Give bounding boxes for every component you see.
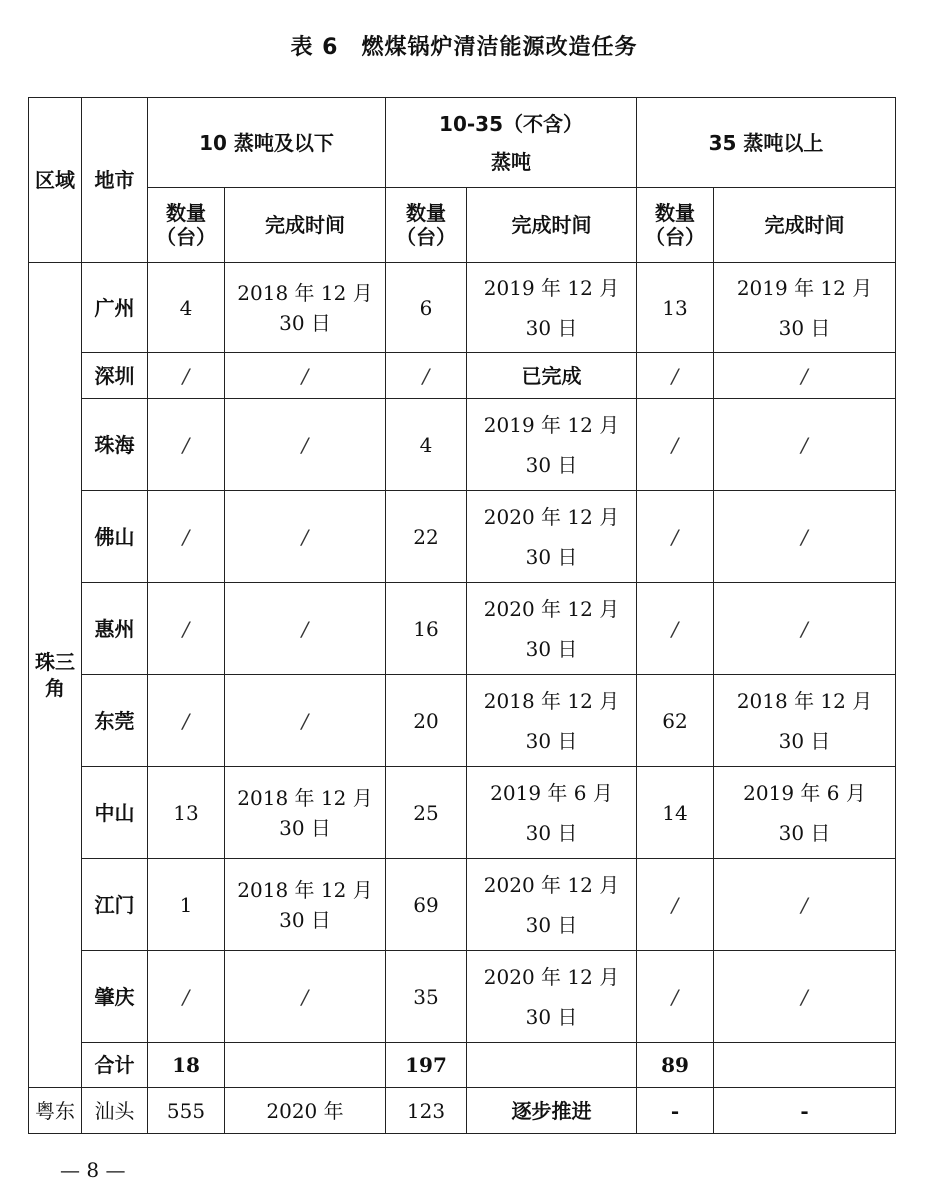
- qty-cell: -: [637, 1088, 714, 1134]
- header-region: 区域: [29, 98, 82, 263]
- time-cell: [467, 399, 637, 491]
- table-row: [29, 263, 896, 353]
- qty-cell: 4: [148, 263, 225, 353]
- time-cell: [225, 859, 386, 951]
- time-line2: 30 日: [525, 728, 578, 753]
- time-line1: 2019 年 6 月: [490, 780, 613, 805]
- total-qty-1: 18: [148, 1043, 225, 1088]
- time-line2: 30 日: [525, 315, 578, 340]
- header-qty-3: [637, 188, 714, 263]
- qty-cell: 35: [386, 951, 467, 1043]
- time-line1: 2019 年 12 月: [736, 275, 873, 300]
- qty-cell: 4: [386, 399, 467, 491]
- qty-cell: /: [637, 353, 714, 399]
- table-row: [29, 399, 896, 491]
- header-time-3: 完成时间: [714, 188, 896, 263]
- qty-cell: 13: [148, 767, 225, 859]
- time-cell: /: [714, 491, 896, 583]
- time-cell: [467, 263, 637, 353]
- time-cell: [714, 675, 896, 767]
- time-cell: /: [225, 675, 386, 767]
- region-prd: [29, 263, 82, 1088]
- qty-cell: /: [637, 859, 714, 951]
- header-group-10-35-line1: 10-35（不含）: [439, 111, 583, 136]
- header-qty-2-line2: （台）: [396, 225, 457, 249]
- time-line2: 30 日: [525, 636, 578, 661]
- qty-cell: 13: [637, 263, 714, 353]
- header-city: 地市: [82, 98, 148, 263]
- header-qty-2-line1: 数量: [406, 201, 447, 225]
- city-cell: 广州: [82, 263, 148, 353]
- city-cell: 惠州: [82, 583, 148, 675]
- city-cell: 中山: [82, 767, 148, 859]
- time-cell: [467, 951, 637, 1043]
- header-time-2: 完成时间: [467, 188, 637, 263]
- time-line1: 2019 年 12 月: [483, 275, 620, 300]
- time-cell: 已完成: [467, 353, 637, 399]
- boiler-task-table: [28, 97, 896, 1134]
- time-cell: [225, 263, 386, 353]
- time-cell: /: [714, 353, 896, 399]
- total-time-2: [467, 1043, 637, 1088]
- time-cell: [467, 767, 637, 859]
- time-cell: /: [225, 951, 386, 1043]
- header-time-1: 完成时间: [225, 188, 386, 263]
- header-qty-3-line1: 数量: [655, 201, 696, 225]
- city-cell: 江门: [82, 859, 148, 951]
- time-line1: 2020 年 12 月: [483, 964, 620, 989]
- city-cell: 珠海: [82, 399, 148, 491]
- time-line2: 30 日: [778, 820, 831, 845]
- page-number: — 8 —: [60, 1158, 126, 1182]
- city-cell: 深圳: [82, 353, 148, 399]
- total-time-3: [714, 1043, 896, 1088]
- table-row: [29, 1088, 896, 1134]
- time-line1: 2019 年 6 月: [743, 780, 866, 805]
- header-group-10-35-line2: 蒸吨: [491, 149, 532, 174]
- time-line1: 2020 年 12 月: [483, 504, 620, 529]
- time-cell: /: [714, 951, 896, 1043]
- time-cell: /: [714, 859, 896, 951]
- time-line1: 2019 年 12 月: [483, 412, 620, 437]
- time-cell: [467, 675, 637, 767]
- qty-cell: 16: [386, 583, 467, 675]
- time-line2: 30 日: [778, 728, 831, 753]
- table-row: [29, 583, 896, 675]
- time-cell: [467, 491, 637, 583]
- header-group-10-below: 10 蒸吨及以下: [148, 98, 386, 188]
- total-qty-2: 197: [386, 1043, 467, 1088]
- qty-cell: 6: [386, 263, 467, 353]
- time-cell: /: [714, 399, 896, 491]
- qty-cell: 14: [637, 767, 714, 859]
- time-cell: /: [225, 399, 386, 491]
- time-line2: 30 日: [778, 315, 831, 340]
- header-group-10-35: [386, 98, 637, 188]
- qty-cell: 555: [148, 1088, 225, 1134]
- header-qty-1: [148, 188, 225, 263]
- qty-cell: 123: [386, 1088, 467, 1134]
- time-cell: /: [225, 583, 386, 675]
- city-cell: 佛山: [82, 491, 148, 583]
- qty-cell: /: [148, 399, 225, 491]
- qty-cell: /: [148, 583, 225, 675]
- time-line2: 30 日: [525, 452, 578, 477]
- time-line2: 30 日: [525, 820, 578, 845]
- time-cell: /: [225, 353, 386, 399]
- time-line1: 2020 年 12 月: [483, 596, 620, 621]
- table-title: 表 6 燃煤锅炉清洁能源改造任务: [290, 35, 638, 60]
- qty-cell: /: [148, 675, 225, 767]
- qty-cell: /: [637, 491, 714, 583]
- qty-cell: 62: [637, 675, 714, 767]
- qty-cell: /: [148, 491, 225, 583]
- time-line2: 30 日: [279, 907, 331, 932]
- table-row: [29, 491, 896, 583]
- time-cell: 逐步推进: [467, 1088, 637, 1134]
- qty-cell: /: [637, 399, 714, 491]
- qty-cell: /: [637, 583, 714, 675]
- header-qty-2: [386, 188, 467, 263]
- qty-cell: 25: [386, 767, 467, 859]
- qty-cell: 20: [386, 675, 467, 767]
- header-group-35-above: 35 蒸吨以上: [637, 98, 896, 188]
- time-cell: 2020 年: [225, 1088, 386, 1134]
- qty-cell: /: [148, 951, 225, 1043]
- table-row: [29, 767, 896, 859]
- time-cell: [714, 767, 896, 859]
- qty-cell: /: [637, 951, 714, 1043]
- time-cell: -: [714, 1088, 896, 1134]
- time-line2: 30 日: [525, 544, 578, 569]
- table-row: [29, 675, 896, 767]
- total-qty-3: 89: [637, 1043, 714, 1088]
- time-cell: [714, 263, 896, 353]
- time-cell: [467, 583, 637, 675]
- time-cell: [225, 767, 386, 859]
- table-row: [29, 353, 896, 399]
- header-qty-3-line2: （台）: [645, 225, 706, 249]
- time-cell: [467, 859, 637, 951]
- qty-cell: /: [386, 353, 467, 399]
- qty-cell: 22: [386, 491, 467, 583]
- time-line1: 2018 年 12 月: [736, 688, 873, 713]
- header-qty-1-line1: 数量: [166, 201, 206, 225]
- time-cell: /: [225, 491, 386, 583]
- qty-cell: /: [148, 353, 225, 399]
- time-line1: 2020 年 12 月: [483, 872, 620, 897]
- region-prd-line2: 角: [45, 676, 65, 700]
- total-time-1: [225, 1043, 386, 1088]
- city-cell: 汕头: [82, 1088, 148, 1134]
- header-qty-1-line2: （台）: [156, 225, 216, 249]
- qty-cell: 1: [148, 859, 225, 951]
- time-line1: 2018 年 12 月: [237, 785, 373, 810]
- region-prd-line1: 珠三: [35, 650, 75, 674]
- table-row: [29, 951, 896, 1043]
- total-row: [29, 1043, 896, 1088]
- time-cell: /: [714, 583, 896, 675]
- city-cell: 东莞: [82, 675, 148, 767]
- qty-cell: 69: [386, 859, 467, 951]
- time-line2: 30 日: [279, 310, 331, 335]
- table-row: [29, 859, 896, 951]
- region-east: 粤东: [29, 1088, 82, 1134]
- time-line1: 2018 年 12 月: [483, 688, 620, 713]
- time-line1: 2018 年 12 月: [237, 280, 373, 305]
- total-label: 合计: [82, 1043, 148, 1088]
- time-line1: 2018 年 12 月: [237, 877, 373, 902]
- city-cell: 肇庆: [82, 951, 148, 1043]
- time-line2: 30 日: [279, 815, 331, 840]
- time-line2: 30 日: [525, 1004, 578, 1029]
- time-line2: 30 日: [525, 912, 578, 937]
